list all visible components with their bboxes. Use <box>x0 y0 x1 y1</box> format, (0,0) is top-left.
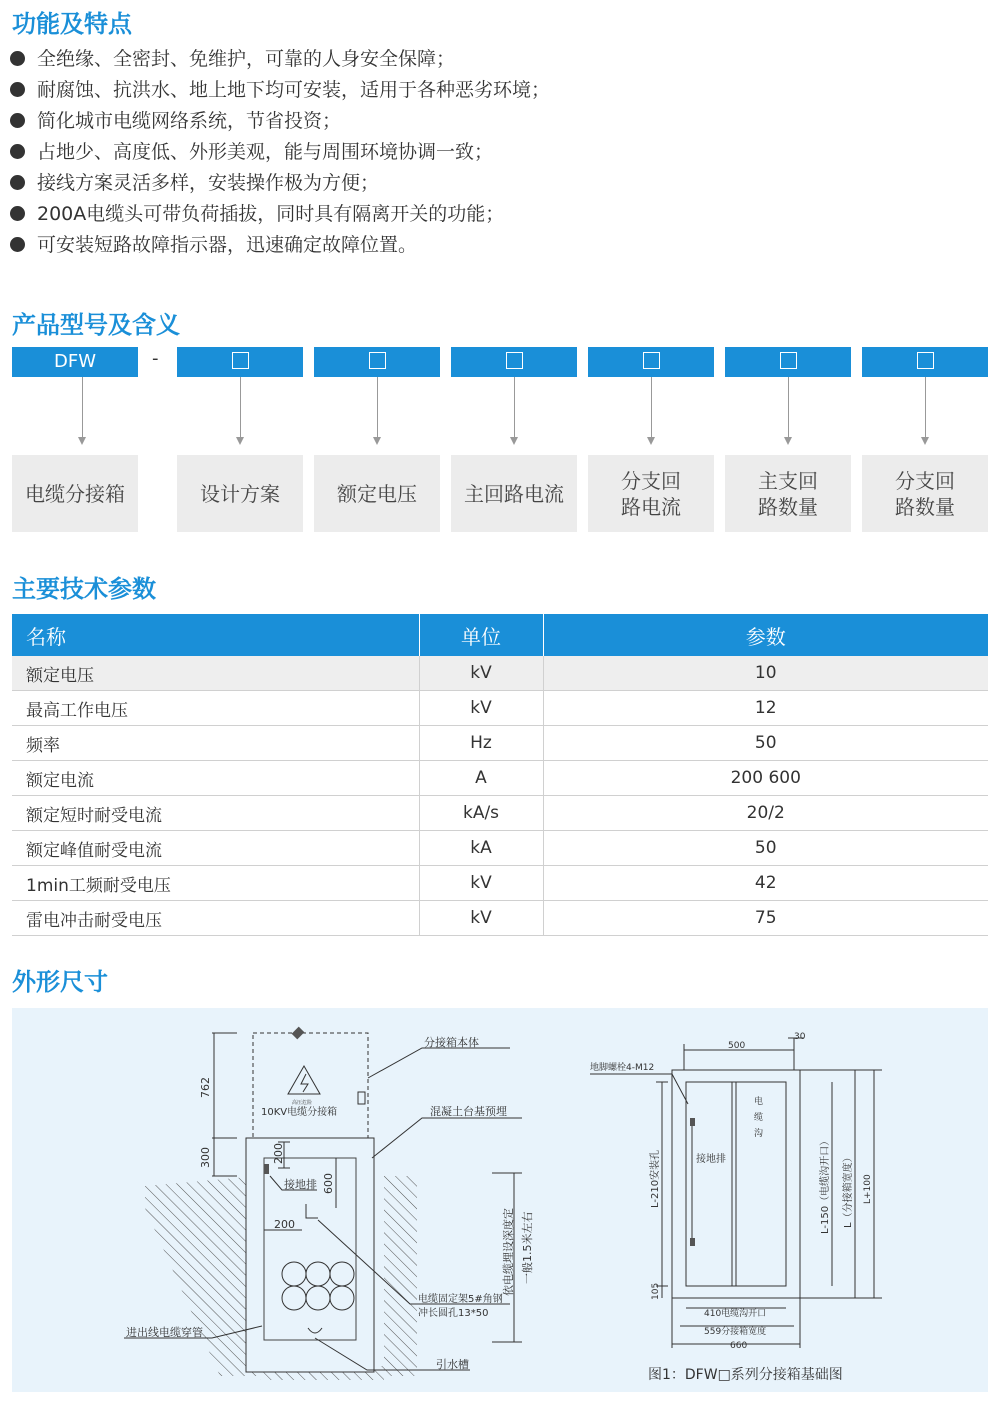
dimensions-title: 外形尺寸 <box>12 968 108 996</box>
blank-square-icon <box>780 352 797 369</box>
arrow-down-icon <box>373 437 381 445</box>
bullet-icon <box>10 144 25 159</box>
dim-762: 762 <box>199 1077 212 1098</box>
arrow-down-icon <box>647 437 655 445</box>
label-trench-2: 缆 <box>754 1113 764 1123</box>
meaning-box: 主回路电流 <box>451 455 577 532</box>
label-trench-1: 电 <box>754 1097 764 1107</box>
list-item: 全绝缘、全密封、免维护，可靠的人身安全保障； <box>10 44 550 75</box>
label-bracket-1: 电缆固定架5#角钢 <box>418 1294 503 1305</box>
label-drain: 引水槽 <box>436 1358 469 1371</box>
meaning-box: 主支回 路数量 <box>725 455 851 532</box>
blank-square-icon <box>917 352 934 369</box>
connector-line <box>651 377 652 439</box>
meaning-box: 分支回 路数量 <box>862 455 988 532</box>
arrow-down-icon <box>921 437 929 445</box>
feature-list <box>10 44 550 261</box>
table-row: 频率 Hz 50 <box>12 726 988 761</box>
dim-hole: L-210安装孔 <box>650 1149 661 1208</box>
dim-500: 500 <box>728 1041 746 1051</box>
table-row: 额定短时耐受电流 kA/s 20/2 <box>12 796 988 831</box>
label-box-body: 分接箱本体 <box>424 1036 479 1049</box>
label-bracket-2: 冲长圆孔13*50 <box>418 1308 489 1319</box>
connector-line <box>240 377 241 439</box>
label-ground-bar: 接地排 <box>284 1178 317 1191</box>
label-concrete: 混凝土台基预埋 <box>430 1105 507 1118</box>
meaning-box: 额定电压 <box>314 455 440 532</box>
bullet-icon <box>10 175 25 190</box>
blank-square-icon <box>369 352 386 369</box>
list-item: 200A电缆头可带负荷插拔，同时具有隔离开关的功能； <box>10 199 550 230</box>
params-table <box>12 614 988 936</box>
arrow-down-icon <box>510 437 518 445</box>
connector-line <box>514 377 515 439</box>
label-ground-bar-plan: 接地排 <box>696 1154 726 1165</box>
dim-600: 600 <box>322 1173 335 1194</box>
bullet-icon <box>10 113 25 128</box>
params-title: 主要技术参数 <box>12 575 156 603</box>
table-row: 额定电流 A 200 600 <box>12 761 988 796</box>
features-title: 功能及特点 <box>12 10 132 38</box>
model-title: 产品型号及含义 <box>12 311 180 339</box>
blank-square-icon <box>643 352 660 369</box>
list-item: 耐腐蚀、抗洪水、地上地下均可安装，适用于各种恶劣环境； <box>10 75 550 106</box>
label-depth-note-1: 依电缆埋设深度定 <box>502 1208 515 1296</box>
list-item: 接线方案灵活多样，安装操作极为方便； <box>10 168 550 199</box>
meaning-box: 电缆分接箱 <box>12 455 138 532</box>
list-item: 简化城市电缆网络系统，节省投资； <box>10 106 550 137</box>
model-code-slot <box>314 347 440 377</box>
dim-l100: L+100 <box>863 1174 873 1204</box>
model-code-separator: - <box>152 348 159 369</box>
table-row: 额定电压 kV 10 <box>12 656 988 691</box>
dim-559: 559分接箱宽度 <box>704 1327 767 1337</box>
dim-660: 660 <box>730 1341 748 1351</box>
dim-trench-open: L-150（电缆沟开口） <box>820 1135 831 1234</box>
arrow-down-icon <box>78 437 86 445</box>
dim-410: 410电缆沟开口 <box>704 1309 767 1319</box>
column-header: 单位 <box>419 614 543 656</box>
model-code-slot <box>862 347 988 377</box>
label-bolt: 地脚螺栓4-M12 <box>590 1063 655 1073</box>
label-depth-note-2: 一般1.5米左右 <box>521 1211 534 1284</box>
label-warning: 高压危险 <box>292 1100 313 1106</box>
table-row: 额定峰值耐受电流 kA 50 <box>12 831 988 866</box>
table-header-row <box>12 614 988 656</box>
column-header: 名称 <box>12 614 419 656</box>
dim-105: 105 <box>651 1282 661 1300</box>
dim-300: 300 <box>199 1147 212 1168</box>
label-conduit: 进出线电缆穿管 <box>126 1326 203 1339</box>
bullet-icon <box>10 51 25 66</box>
connector-line <box>788 377 789 439</box>
list-item: 可安装短路故障指示器，迅速确定故障位置。 <box>10 230 550 261</box>
column-header: 参数 <box>543 614 988 656</box>
dim-200-vertical: 200 <box>272 1143 285 1164</box>
bullet-icon <box>10 82 25 97</box>
bullet-icon <box>10 206 25 221</box>
label-box-name: 10KV电缆分接箱 <box>261 1107 338 1118</box>
blank-square-icon <box>232 352 249 369</box>
model-code-slot <box>451 347 577 377</box>
blank-square-icon <box>506 352 523 369</box>
model-code-slot <box>588 347 714 377</box>
label-trench-3: 沟 <box>754 1129 764 1139</box>
table-row: 1min工频耐受电压 kV 42 <box>12 866 988 901</box>
connector-line <box>925 377 926 439</box>
meaning-box: 设计方案 <box>177 455 303 532</box>
dim-200-horizontal: 200 <box>274 1218 295 1231</box>
figure-caption: 图1：DFW□系列分接箱基础图 <box>648 1367 843 1383</box>
plan-view <box>590 1038 882 1348</box>
connector-line <box>377 377 378 439</box>
list-item: 占地少、高度低、外形美观，能与周围环境协调一致； <box>10 137 550 168</box>
connector-line <box>82 377 83 439</box>
arrow-down-icon <box>784 437 792 445</box>
bullet-icon <box>10 237 25 252</box>
model-code-prefix: DFW <box>12 347 138 377</box>
dim-box-width: L（分接箱宽度） <box>843 1152 854 1228</box>
model-code-slot <box>177 347 303 377</box>
table-row: 雷电冲击耐受电压 kV 75 <box>12 901 988 936</box>
meaning-box: 分支回 路电流 <box>588 455 714 532</box>
foundation-diagram <box>12 1008 988 1392</box>
model-code-slot <box>725 347 851 377</box>
dim-30: 30 <box>794 1032 806 1042</box>
table-row: 最高工作电压 kV 12 <box>12 691 988 726</box>
arrow-down-icon <box>236 437 244 445</box>
